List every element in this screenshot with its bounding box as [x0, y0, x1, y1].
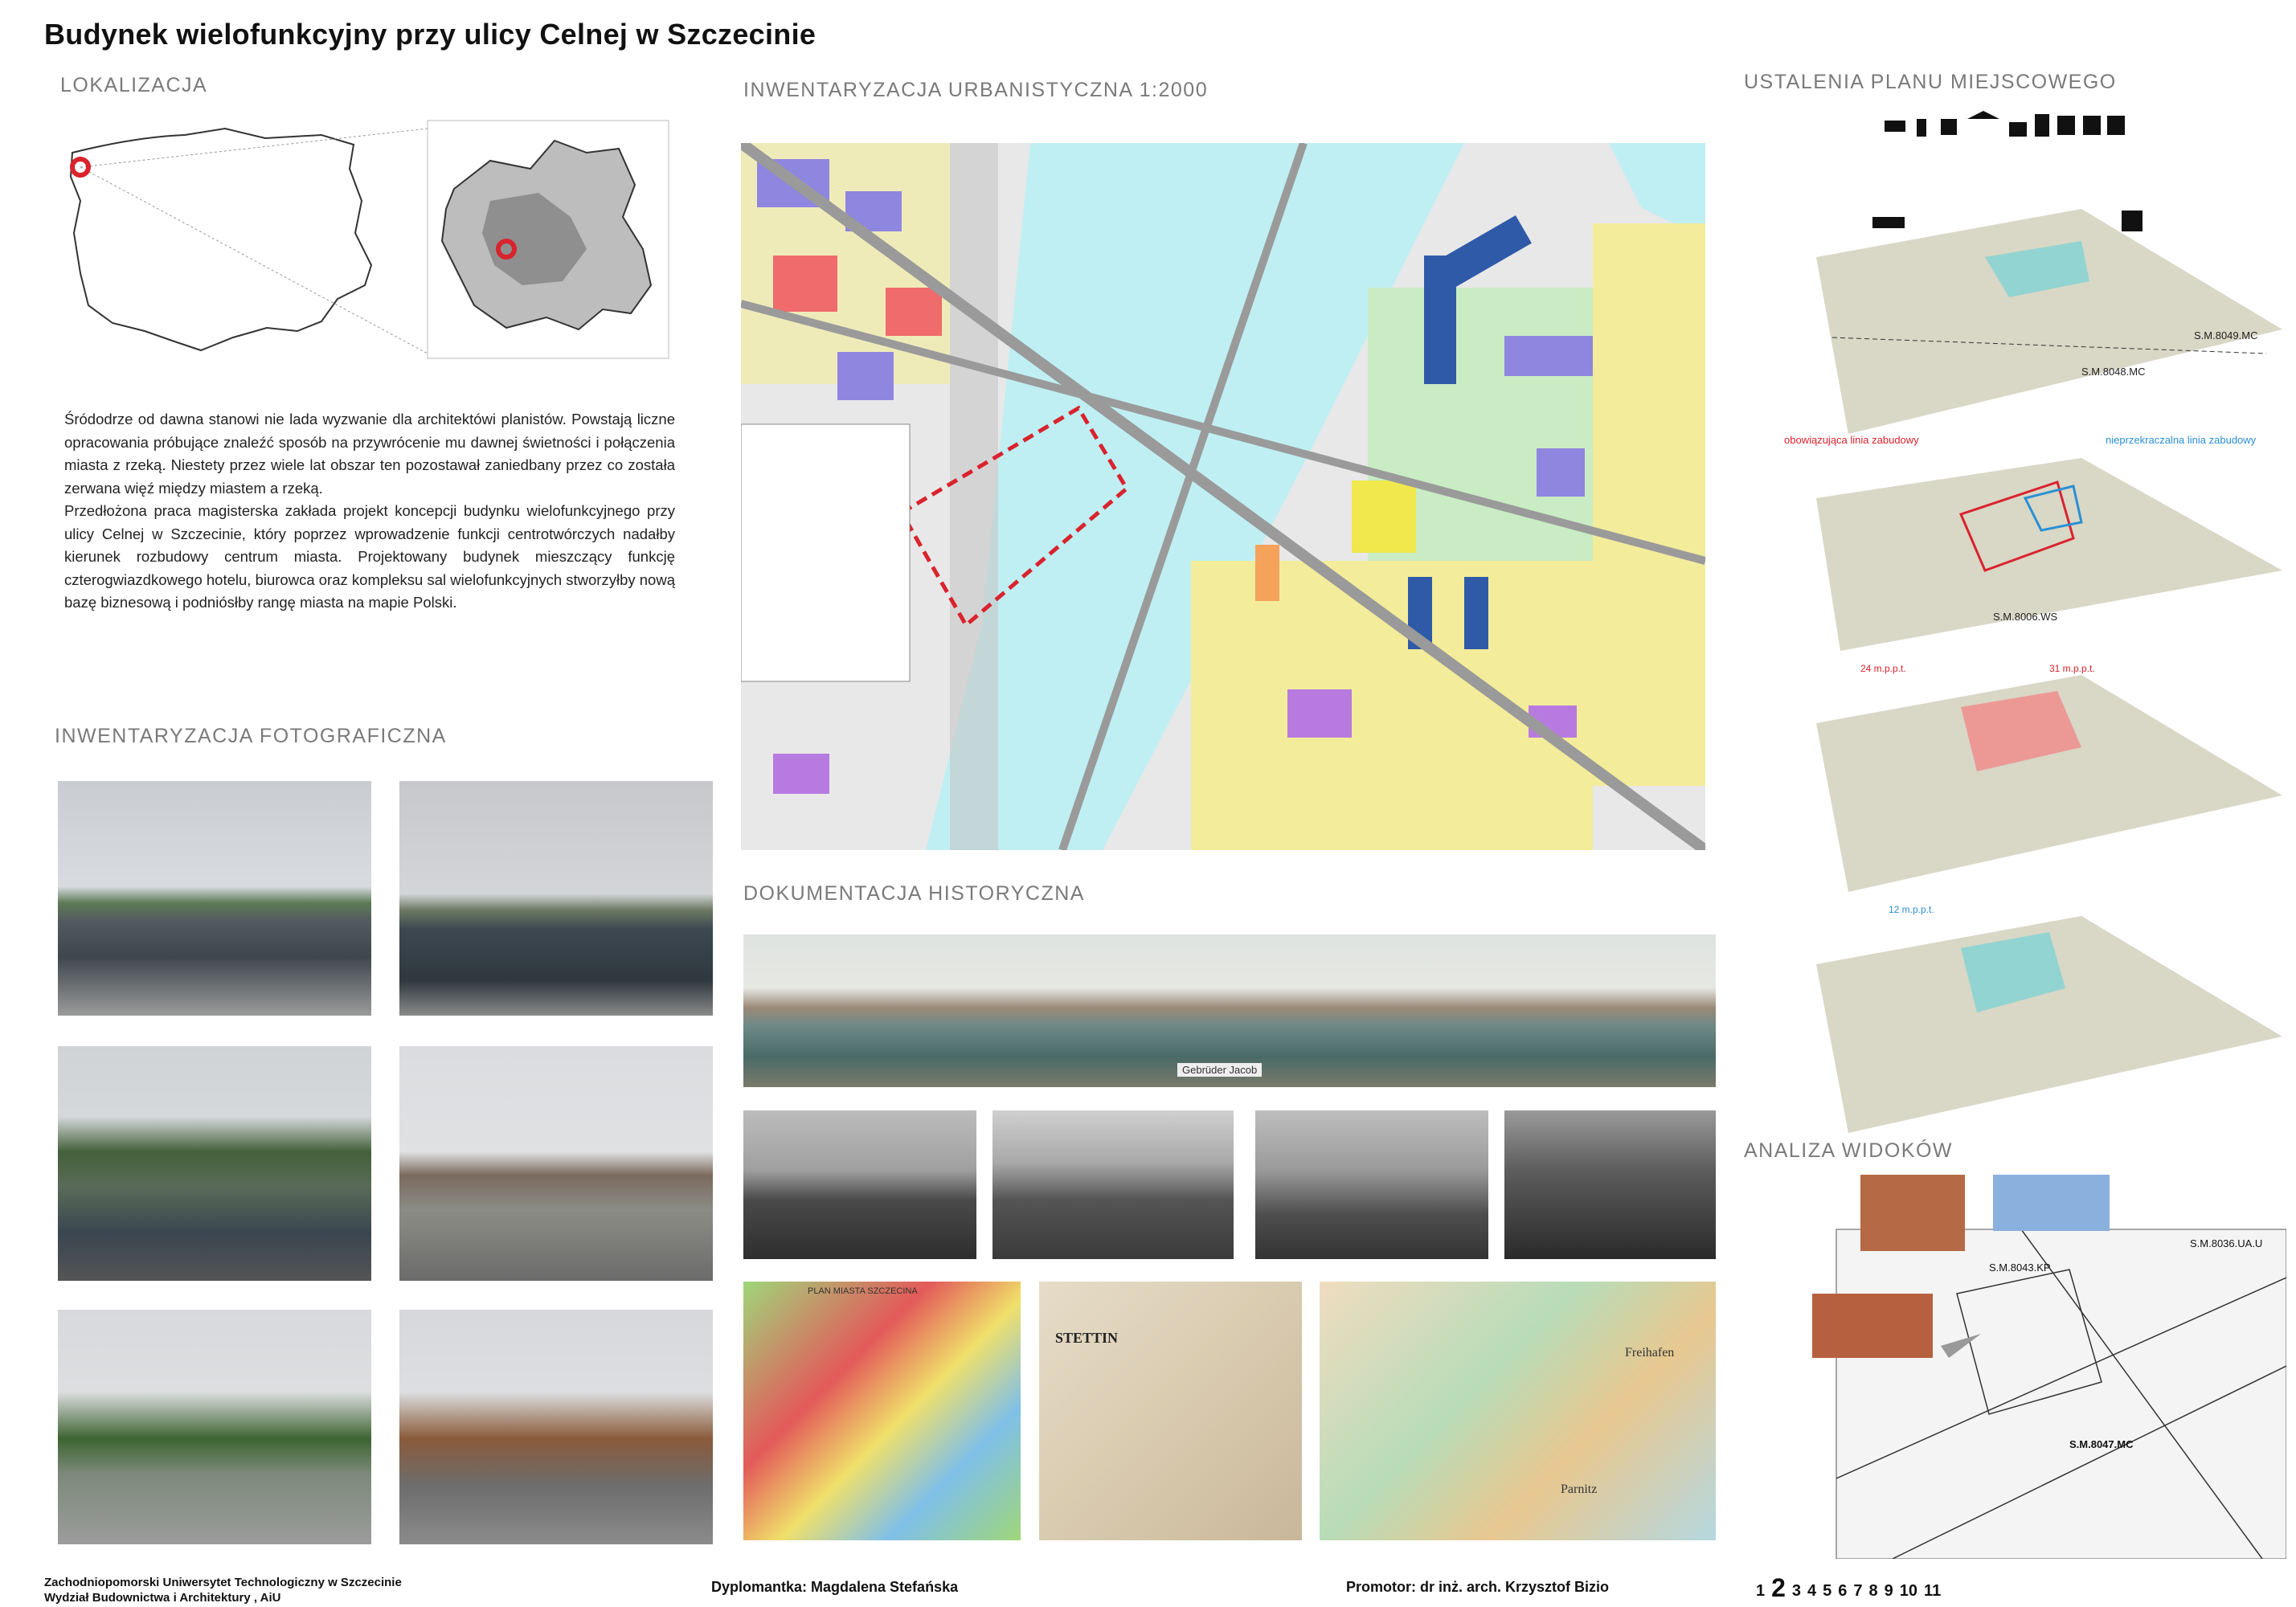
- page-number[interactable]: 9: [1884, 1582, 1893, 1600]
- zoning-diagram-2: [1784, 434, 2282, 651]
- section-inwentaryzacja-fotograficzna: INWENTARYZACJA FOTOGRAFICZNA: [55, 725, 447, 747]
- author-name: Dyplomantka: Magdalena Stefańska: [711, 1579, 959, 1595]
- page-number[interactable]: 6: [1838, 1582, 1848, 1600]
- page-number[interactable]: 3: [1791, 1582, 1802, 1600]
- label-sm8036: S.M.8036.UA.U: [2190, 1237, 2263, 1249]
- photo-street-3: [399, 1310, 713, 1544]
- panorama-caption: Gebrüder Jacob: [1177, 1063, 1262, 1077]
- photo-embankment: [58, 1046, 371, 1281]
- section-dokumentacja-historyczna: DOKUMENTACJA HISTORYCZNA: [743, 882, 1085, 905]
- view-analysis: [1812, 1173, 2286, 1559]
- page-number[interactable]: 11: [1924, 1582, 1942, 1600]
- label-obowiazujaca: obowiązująca linia zabudowy: [1784, 434, 1919, 446]
- page-number[interactable]: 10: [1899, 1582, 1918, 1600]
- page-number[interactable]: 5: [1823, 1582, 1832, 1600]
- historic-map-1: [743, 1282, 1021, 1540]
- section-ustalenia-planu: USTALENIA PLANU MIEJSCOWEGO: [1744, 71, 2117, 93]
- label-sm8047: S.M.8047.MC: [2069, 1438, 2134, 1450]
- page-number[interactable]: 8: [1868, 1582, 1878, 1600]
- faculty-name: Wydział Budownictwa i Architektury , AiU: [44, 1591, 281, 1605]
- project-description: Śródodrze od dawna stanowi nie lada wyzwanie dla architektówi planistów. Powstają liczne opracowania próbujące znaleźć sposób na przywrócenie mu dawnej świetności i połączenia miasta z rzeką. Niestety przez wiele lat obszar ten pozostawał zaniedbany przez co została zerwana więź między miastem a rzeką. Przedłożona praca magisterska zakłada projekt koncepcji budynku wielofunkcyjnego przy ulicy Celnej w Szczecinie, który poprzez wprowadzenie funkcji centrotwórczych nadałby kierunek rozbudowy centrum miasta. Projektowany budynek mieszczący funkcję czterogwiazdkowego hotelu, biurowca oraz kompleksu sal wielofunkcyjnych stworzyłby nową bazę biznesową i podniósłby rangę miasta na mapie Polski.: [64, 411, 675, 611]
- photo-street-1: [399, 1046, 713, 1281]
- map-stettin-label: STETTIN: [1055, 1330, 1119, 1346]
- page-number[interactable]: 4: [1807, 1582, 1817, 1600]
- map-plan-label: PLAN MIASTA SZCZECINA: [808, 1286, 918, 1296]
- urban-inventory-map: [741, 143, 1705, 850]
- label-h31: 31 m.p.p.t.: [2049, 663, 2095, 674]
- label-sm8006: S.M.8006.WS: [1993, 611, 2058, 623]
- promotor-name: Promotor: dr inż. arch. Krzysztof Bizio: [1346, 1579, 1610, 1595]
- zoning-diagram-3: [1816, 659, 2282, 892]
- label-sm8048: S.M.8048.MC: [2081, 366, 2146, 378]
- map-freihafen-label: Freihafen: [1625, 1346, 1675, 1360]
- historic-map-2: [1039, 1282, 1302, 1540]
- historic-photo-1: [743, 1110, 976, 1259]
- university-name: Zachodniopomorski Uniwersytet Technologiczny w Szczecinie: [44, 1576, 402, 1589]
- label-h12: 12 m.p.p.t.: [1889, 904, 1934, 915]
- page-number[interactable]: 7: [1853, 1582, 1863, 1600]
- historic-photo-4: [1504, 1110, 1716, 1259]
- page-title: Budynek wielofunkcyjny przy ulicy Celnej w Szczecinie: [44, 18, 816, 51]
- photo-river-1: [58, 781, 371, 1016]
- historic-map-3: [1320, 1282, 1716, 1540]
- footer-institution: [44, 1575, 402, 1605]
- section-lokalizacja: LOKALIZACJA: [60, 74, 208, 96]
- map-parnitz-label: Parnitz: [1561, 1482, 1598, 1496]
- photo-river-2: [399, 781, 713, 1016]
- historic-panorama: [743, 934, 1716, 1087]
- page-number-current[interactable]: 2: [1771, 1573, 1786, 1602]
- page-number[interactable]: 1: [1756, 1582, 1766, 1600]
- photo-street-2: [58, 1310, 371, 1544]
- historic-photo-2: [992, 1110, 1234, 1259]
- zoning-diagram-4: [1816, 900, 2282, 1133]
- label-nieprzekraczalna: nieprzekraczalna linia zabudowy: [2106, 434, 2257, 446]
- page-numbers: [1756, 1575, 1941, 1601]
- historic-photo-3: [1255, 1110, 1488, 1259]
- zoning-diagram-1: [1816, 209, 2282, 434]
- section-analiza-widokow: ANALIZA WIDOKÓW: [1744, 1139, 1954, 1162]
- label-h24: 24 m.p.p.t.: [1860, 663, 1906, 674]
- label-sm8043: S.M.8043.KP: [1989, 1261, 2051, 1274]
- location-maps: [56, 112, 683, 370]
- label-sm8049: S.M.8049.MC: [2194, 329, 2258, 341]
- section-inwentaryzacja-urbanistyczna: INWENTARYZACJA URBANISTYCZNA 1:2000: [743, 79, 1209, 101]
